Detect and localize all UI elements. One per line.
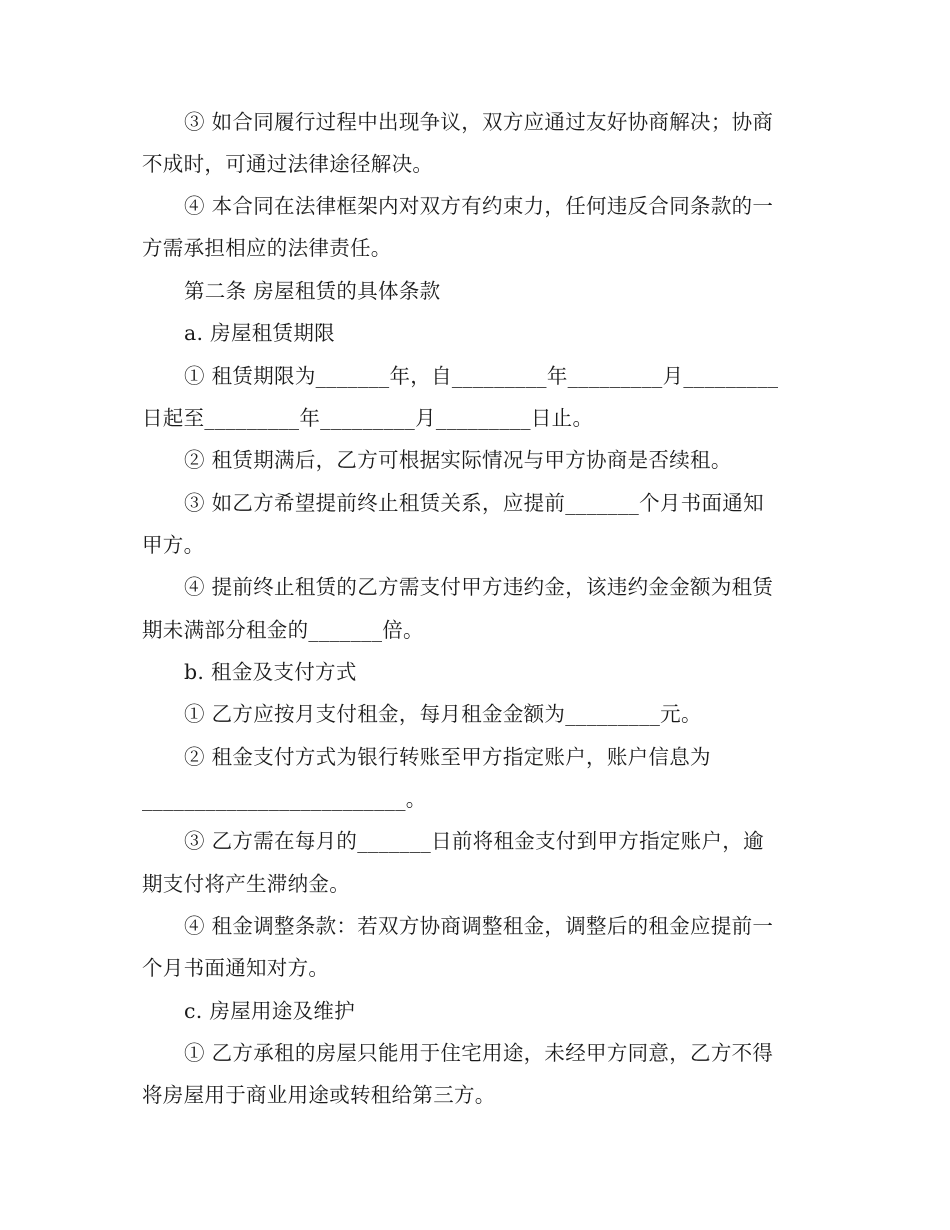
lease-term-clause: ① 租赁期限为_______年，自_________年_________月_________ — [184, 364, 779, 388]
binding-force-clause-cont: 方需承担相应的法律责任。 — [142, 236, 392, 260]
payment-due-clause-cont: 期支付将产生滞纳金。 — [142, 872, 350, 896]
binding-force-clause: ④ 本合同在法律框架内对双方有约束力，任何违反合同条款的一 — [184, 194, 774, 218]
early-termination-clause-cont: 甲方。 — [142, 533, 205, 557]
usage-restriction-clause: ① 乙方承租的房屋只能用于住宅用途，未经甲方同意，乙方不得 — [184, 1041, 774, 1065]
monthly-rent-clause: ① 乙方应按月支付租金，每月租金金额为_________元。 — [184, 702, 702, 726]
usage-restriction-clause-cont: 将房屋用于商业用途或转租给第三方。 — [142, 1083, 496, 1107]
lease-term-clause-cont: 日起至_________年_________月_________日止。 — [142, 406, 594, 430]
dispute-resolution-clause-cont: 不成时，可通过法律途径解决。 — [142, 152, 434, 176]
payment-method-clause: ② 租金支付方式为银行转账至甲方指定账户，账户信息为 — [184, 745, 711, 769]
penalty-clause-cont: 期未满部分租金的_______倍。 — [142, 618, 424, 642]
article-two-heading: 第二条 房屋租赁的具体条款 — [184, 279, 441, 303]
dispute-resolution-clause: ③ 如合同履行过程中出现争议，双方应通过友好协商解决；协商 — [184, 110, 774, 134]
section-b-heading: b. 租金及支付方式 — [184, 660, 357, 684]
rent-adjustment-clause-cont: 个月书面通知对方。 — [142, 956, 330, 980]
account-info-blank: _________________________。 — [142, 787, 427, 811]
section-a-heading: a. 房屋租赁期限 — [184, 321, 335, 345]
early-termination-clause: ③ 如乙方希望提前终止租赁关系，应提前_______个月书面通知 — [184, 491, 764, 515]
section-c-heading: c. 房屋用途及维护 — [184, 999, 356, 1023]
payment-due-clause: ③ 乙方需在每月的_______日前将租金支付到甲方指定账户，逾 — [184, 829, 764, 853]
renewal-clause: ② 租赁期满后，乙方可根据实际情况与甲方协商是否续租。 — [184, 448, 732, 472]
rent-adjustment-clause: ④ 租金调整条款：若双方协商调整租金，调整后的租金应提前一 — [184, 914, 774, 938]
penalty-clause: ④ 提前终止租赁的乙方需支付甲方违约金，该违约金金额为租赁 — [184, 575, 774, 599]
